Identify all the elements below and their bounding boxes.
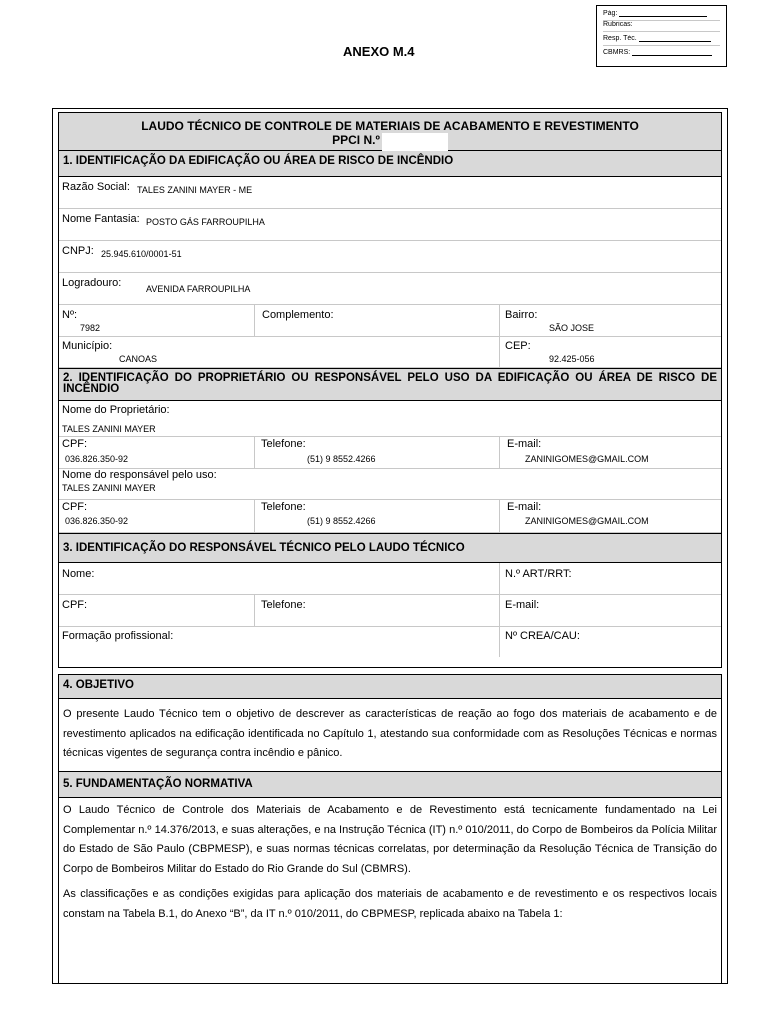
form-box-text	[58, 674, 722, 984]
municipio-value[interactable]: CANOAS	[119, 354, 158, 364]
annex-title: ANEXO M.4	[343, 44, 415, 59]
proprietario-value[interactable]: TALES ZANINI MAYER	[62, 424, 156, 434]
numero-row: Nº: 7982 Complemento: Bairro: SÃO JOSE	[59, 305, 721, 337]
ppci-number-field[interactable]	[382, 133, 448, 151]
logradouro-value[interactable]: AVENIDA FARROUPILHA	[146, 284, 251, 294]
email-responsavel-value[interactable]: ZANINIGOMES@GMAIL.COM	[525, 516, 649, 526]
stamp-cbmrs: CBMRS:	[603, 49, 720, 60]
rt-formacao-row: Formação profissional: Nº CREA/CAU:	[59, 627, 721, 657]
numero-value[interactable]: 7982	[80, 323, 101, 333]
stamp-pag: Pág:	[603, 10, 720, 21]
stamp-resp-tec: Resp. Téc.	[603, 35, 720, 46]
page-stamp-box	[596, 5, 727, 67]
rt-contato-row: CPF: Telefone: E-mail:	[59, 595, 721, 627]
section-1-header: 1. IDENTIFICAÇÃO DA EDIFICAÇÃO OU ÁREA DE RISCO DE INCÊNDIO	[59, 151, 721, 177]
rt-nome-row: Nome: N.º ART/RRT:	[59, 563, 721, 595]
proprietario-row: Nome do Proprietário: TALES ZANINI MAYER	[59, 401, 721, 437]
razao-social-row: Razão Social: TALES ZANINI MAYER - ME	[59, 177, 721, 209]
cpf-responsavel-value[interactable]: 036.826.350-92	[65, 516, 129, 526]
telefone-responsavel-value[interactable]: (51) 9 8552.4266	[307, 516, 376, 526]
nome-fantasia-row: Nome Fantasia: POSTO GÁS FARROUPILHA	[59, 209, 721, 241]
section-2-header: 2. IDENTIFICAÇÃO DO PROPRIETÁRIO OU RESPONSÁVEL PELO USO DA EDIFICAÇÃO OU ÁREA DE RISCO DE INCÊNDIO	[59, 368, 721, 401]
report-title: LAUDO TÉCNICO DE CONTROLE DE MATERIAIS DE ACABAMENTO E REVESTIMENTO PPCI N.º	[59, 113, 721, 151]
fundamentacao-text-1: O Laudo Técnico de Controle dos Materiais de Acabamento e de Revestimento está tecnicamente fundamentado na Lei Complementar n.º 14.376/2013, e suas alterações, e na Instrução Técnica (IT) n.º 010/2011, do Corpo de Bombeiros da Polícia Militar do Estado de São Paulo (CBPMESP), e suas normas técnicas correlatas, por determinação da Resolução Técnica de Transição do Corpo de Bombeiros Militar do Estado do Rio Grande do Sul (CBMRS).	[63, 804, 717, 875]
contato-proprietario-row: CPF: 036.826.350-92 Telefone: (51) 9 8552.4266 E-mail: ZANINIGOMES@GMAIL.COM	[59, 437, 721, 469]
section-5-header: 5. FUNDAMENTAÇÃO NORMATIVA	[59, 771, 721, 798]
bairro-value[interactable]: SÃO JOSE	[549, 323, 595, 333]
razao-social-value[interactable]: TALES ZANINI MAYER - ME	[137, 185, 253, 195]
responsavel-uso-row: Nome do responsável pelo uso: TALES ZANINI MAYER	[59, 469, 721, 500]
logradouro-row: Logradouro: AVENIDA FARROUPILHA	[59, 273, 721, 305]
fundamentacao-text-2: As classificações e as condições exigidas para aplicação dos materiais de acabamento e de revestimento e os respectivos locais constam na Tabela B.1, do Anexo “B”, da IT n.º 010/2011, do CBPMESP, replicada abaixo na Tabela 1:	[63, 888, 717, 920]
municipio-row: Município: CANOAS CEP: 92.425-056	[59, 337, 721, 368]
cnpj-value[interactable]: 25.945.610/0001-51	[101, 249, 182, 259]
responsavel-uso-value[interactable]: TALES ZANINI MAYER	[62, 483, 156, 493]
cep-value[interactable]: 92.425-056	[549, 354, 595, 364]
email-proprietario-value[interactable]: ZANINIGOMES@GMAIL.COM	[525, 454, 649, 464]
cpf-proprietario-value[interactable]: 036.826.350-92	[65, 454, 129, 464]
cnpj-row: CNPJ: 25.945.610/0001-51	[59, 241, 721, 273]
nome-fantasia-value[interactable]: POSTO GÁS FARROUPILHA	[146, 217, 265, 227]
section-4-header: 4. OBJETIVO	[59, 675, 721, 699]
contato-responsavel-row: CPF: 036.826.350-92 Telefone: (51) 9 8552.4266 E-mail: ZANINIGOMES@GMAIL.COM	[59, 500, 721, 533]
telefone-proprietario-value[interactable]: (51) 9 8552.4266	[307, 454, 376, 464]
form-box-identification	[58, 112, 722, 668]
section-3-header: 3. IDENTIFICAÇÃO DO RESPONSÁVEL TÉCNICO PELO LAUDO TÉCNICO	[59, 533, 721, 563]
stamp-rubricas: Rubricas:	[603, 21, 720, 32]
objetivo-text: O presente Laudo Técnico tem o objetivo de descrever as características de reação ao fogo dos materiais de acabamento e de revestimento aplicados na edificação identificada no Capítulo 1, atestando sua conformidade com as Resoluções Técnicas e normas técnicas vigentes de segurança contra incêndio e pânico.	[63, 708, 717, 759]
